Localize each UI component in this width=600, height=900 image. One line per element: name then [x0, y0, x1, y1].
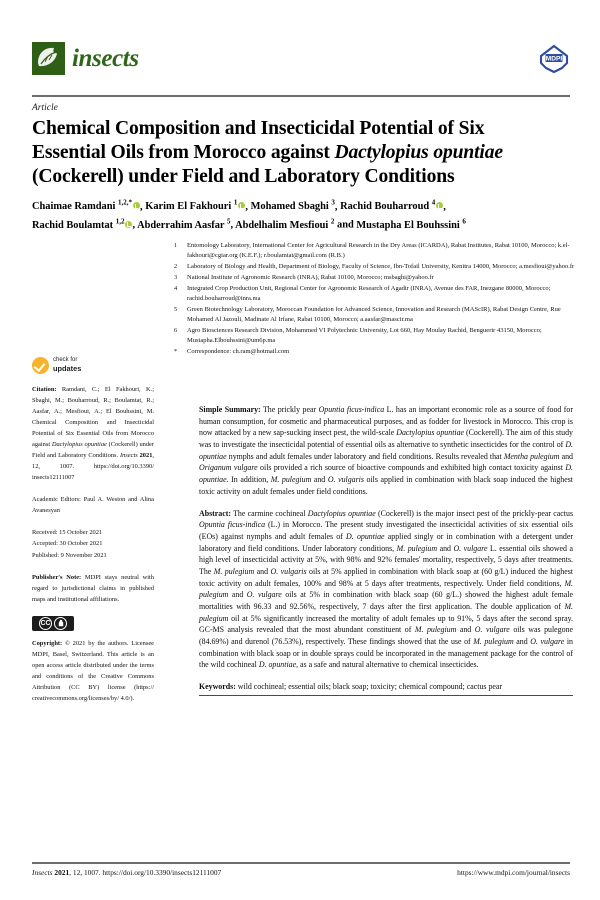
publisher-note-block	[32, 572, 154, 605]
paper-sheet	[14, 0, 586, 900]
ab-i1: Dactylopius opuntiae	[307, 508, 376, 518]
affiliation-item	[174, 273, 584, 283]
crossmark-label	[53, 357, 81, 373]
check-circle-icon	[32, 357, 49, 374]
ss-i8: O. vulgaris	[327, 475, 364, 485]
author-list: Chaimae Ramdani $^{1,2,*}$ , Karim El Fakhouri $^1$ , Mohamed Sbaghi $^3$, Rachid Bouharroud $^4$ , Rachid Boulamtat $^{1,2}$ , Abderrahim Aasfar $^5$, Abdelhalim Mesfioui $^2$ and Mustapha El Bouhssini $^6$	[32, 199, 466, 231]
ab-t3: (L.) in Morocco. The present study investigated the insecticidal activities of six essential oils (EOs) against nymphs and adult females of	[199, 520, 573, 541]
journal-logo[interactable]	[32, 42, 139, 75]
affiliation-number: 3	[174, 274, 178, 281]
author-rachid-boulamtat[interactable]: Rachid Boulamtat $^{1,2}$	[32, 220, 132, 231]
crossmark-badge[interactable]	[32, 357, 154, 374]
abstract-column	[199, 404, 573, 696]
header-divider	[32, 95, 570, 97]
ab-t7: and	[254, 566, 271, 576]
author-karim-el-fakhouri[interactable]: Karim El Fakhouri $^1$	[145, 201, 245, 212]
citation-text-2: (Cockerell) under Field and Laboratory Conditions.	[32, 441, 154, 460]
abstract-label: Abstract:	[199, 508, 231, 518]
ab-t8: oils at 5% applied in combination with black soap at (60 g/L) induced the highest toxic activity on adult females, 100% and 98% at 5 days after treatments, respectively. Under field conditions,	[199, 566, 573, 588]
ab-i2: Opuntia ficus-indica	[199, 520, 266, 530]
affiliation-item	[174, 262, 584, 272]
ab-i14: O. vulgare	[530, 637, 565, 647]
ss-t3: (Cockerell). The aim of this study was to investigate the insecticidal potential of essential oils as alternative to synthetic insecticides for the control of	[199, 428, 573, 450]
author-affil-sup: 2	[330, 217, 335, 226]
ab-t13: oils was pulegone (84.69%) and durenol (76.53%), respectively. These findings showed that the use of	[199, 625, 574, 647]
correspondence-item	[174, 347, 584, 357]
orcid-icon[interactable]	[133, 202, 140, 209]
correspondence-text: Correspondence: ch.ram@hotmail.com	[187, 347, 290, 355]
ab-t16: , as a safe and natural alternative to chemical insecticides.	[296, 660, 479, 670]
ss-i3: D. opuntiae	[199, 440, 573, 461]
author-affil-sup: 1	[233, 199, 238, 207]
affiliation-number: 4	[174, 285, 178, 293]
affiliation-text: Integrated Crop Production Unit, Regional Center for Agronomic Research of Agadir (INRA), Avenue des FAR, Inezgane 80000, Morocco; rachid.bouharroud@inra.ma	[187, 285, 551, 302]
citation-journal: Insects	[119, 452, 138, 460]
affiliation-text: Green Biotechnology Laboratory, Moroccan Foundation for Advanced Science, Innovation and Research (MAScIR), Rabat Design Centre, Rue Mohamed Al Jazouli, Madinate Al Irfane, Rabat 10100, Morocco; a.aasfar@mascir.ma	[187, 306, 561, 323]
affiliation-number: 2	[174, 262, 178, 270]
ab-i9: O. vulgare	[246, 590, 282, 600]
affiliation-number: 6	[174, 326, 178, 334]
ab-t14: and	[513, 637, 531, 647]
insect-leaf-logo-icon	[32, 42, 65, 75]
cc-by-person-icon	[54, 617, 67, 630]
published-date: Published: 9 November 2021	[32, 551, 107, 559]
ab-i7: O. vulgaris	[270, 566, 307, 576]
title-species-name: Dactylopius opuntiae	[334, 141, 503, 163]
copyright-label: Copyright:	[32, 639, 63, 647]
affiliation-text: National Institute of Agronomic Research (INRA), Rabat 10100, Morocco; msbaghi@yahoo.fr	[187, 274, 434, 281]
affiliation-number: 5	[174, 306, 178, 313]
ss-t9: oils applied in combination with black soap induced the highest toxic activity on adult females under field conditions.	[199, 475, 573, 496]
affiliation-item	[174, 284, 584, 304]
academic-editors-names: Paul A. Weston and Alina Avanesyan	[32, 496, 154, 515]
ss-t1: The prickly pear	[260, 405, 319, 414]
keywords-paragraph	[199, 681, 573, 693]
footer-doi: , 12, 1007. https://doi.org/10.3390/insects12111007	[69, 868, 222, 877]
article-type-label: Article	[32, 103, 58, 113]
mdpi-logo-icon[interactable]	[538, 43, 570, 74]
citation-tail: , 12, 1007. https://doi.org/10.3390/ insects12111007	[32, 452, 154, 482]
ss-i6: D. opuntiae	[199, 463, 573, 485]
ss-t2: L. has an important economic role as a source of food for human consumption, for cosmetic and pharmaceutical purposes, and as fodder for livestock in Morocco. This crop is now attacked by a new sap-sucking insect pest, the wild-scale	[199, 405, 573, 438]
footer-divider	[32, 862, 570, 864]
creative-commons-badge-icon[interactable]	[32, 616, 74, 631]
orcid-icon[interactable]	[125, 221, 132, 228]
ss-t6: oils provided a rich source of bioactive compounds and exhibited high contact toxicity against	[257, 463, 566, 473]
ab-t1: The carmine cochineal	[231, 508, 308, 518]
copyright-text: © 2021 by the authors. Licensee MDPI, Basel, Switzerland. This article is an open access article distributed under the terms and conditions of the Creative Commons Attribution (CC BY) license (https:// creativecommons.org/licenses/by/ 4.0/).	[32, 639, 154, 702]
publisher-note-label: Publisher's Note:	[32, 573, 82, 581]
ab-t9: and	[228, 590, 247, 600]
ab-t4: applied singly or in combination with a detergent under laboratory and field conditions. Under laboratory conditions,	[199, 531, 573, 553]
citation-block	[32, 384, 154, 483]
ss-i1: Opuntia ficus-indica	[318, 405, 385, 414]
ab-t15: in combination with black soap or in double sprays could be incorporated in the management package for the control of the wild cochineal	[199, 637, 573, 670]
ab-i3: D. opuntiae	[346, 531, 385, 541]
citation-label: Citation:	[32, 386, 57, 393]
title-line-2-prefix: Essential Oils from Morocco against	[32, 141, 335, 163]
copyright-block	[32, 638, 154, 704]
crossmark-line-1: check for	[53, 357, 78, 364]
ss-t5: and	[559, 451, 573, 461]
author-chaimae-ramdani[interactable]: Chaimae Ramdani $^{1,2,*}$	[32, 201, 140, 212]
publisher-note-text: MDPI stays neutral with regard to jurisdictional claims in published maps and institutional affiliations.	[32, 573, 154, 603]
ss-i5: Origanum vulgare	[199, 463, 258, 473]
author-affil-sup: 4	[431, 199, 436, 207]
ab-i4: M. pulegium	[396, 543, 438, 553]
ab-i10: M. pulegium	[199, 602, 573, 623]
crossmark-line-2: updates	[53, 363, 82, 373]
page-title	[32, 117, 562, 189]
affiliation-text: Laboratory of Biology and Health, Department of Biology, Faculty of Science, Ibn-Tofail University, Kenitra 14000, Morocco; a.mesfioui@yahoo.fr	[187, 262, 575, 270]
ab-i12: O. vulgare	[474, 625, 510, 635]
simple-summary-paragraph	[199, 404, 573, 498]
ss-i7: M. pulegium	[270, 475, 312, 485]
title-line-3: (Cockerell) under Field and Laboratory Conditions	[32, 165, 455, 187]
svg-text:MDPI: MDPI	[545, 55, 563, 63]
received-date: Received: 15 October 2021	[32, 529, 103, 537]
author-affil-sup: 3	[331, 199, 335, 207]
correspondence-marker: *	[174, 347, 178, 355]
ab-i13: M. pulegium	[473, 637, 514, 647]
ab-t10: oils at 5% in combination with black soap (60 g/L.) showed the highest adult female mortalities with 96.33 and 92.56%, respectively, 7 days after the first application. The double application of	[199, 590, 573, 611]
ab-i6: M. pulegium	[213, 566, 255, 576]
author-affil-sup: 5	[226, 217, 231, 226]
author-mustapha-el-bouhssini[interactable]: Mustapha El Bouhssini $^6$	[356, 217, 466, 231]
author-affil-sup: 6	[462, 217, 466, 226]
citation-year: 2021	[139, 452, 153, 460]
ab-t12: and	[456, 625, 475, 635]
affiliation-item	[174, 241, 584, 261]
academic-editors-label: Academic Editors:	[32, 496, 81, 504]
ss-i4: Mentha pulegium	[503, 451, 560, 461]
metadata-sidebar	[32, 357, 154, 715]
author-abdelhalim-mesfioui[interactable]: Abdelhalim Mesfioui $^2$	[235, 217, 335, 231]
title-line-1: Chemical Composition and Insecticidal Potential of Six	[32, 118, 485, 139]
ss-t7: . In addition,	[226, 475, 271, 485]
orcid-icon[interactable]	[436, 202, 443, 209]
affiliation-number: 1	[174, 242, 178, 249]
affiliation-item	[174, 305, 584, 325]
author-mohamed-sbaghi[interactable]: Mohamed Sbaghi $^3$	[250, 199, 335, 213]
page-footer	[32, 868, 570, 877]
ab-i8: M. pulegium	[199, 578, 573, 600]
ab-t5: and	[437, 543, 454, 553]
ab-i5: O. vulgare	[453, 543, 488, 553]
ab-t11: oil at 5% significantly increased the mortality of adult females up to 91%, 5 days after the second spray. GC-MS analysis revealed that the most abundant constituent of	[199, 613, 573, 635]
affiliations-list	[174, 241, 584, 358]
keywords-label: Keywords:	[199, 682, 236, 692]
abstract-paragraph	[199, 508, 573, 672]
simple-summary-label: Simple Summary:	[199, 405, 261, 414]
citation-species: Dactylopius opuntiae	[51, 441, 107, 449]
ab-t2: (Cockerell) is the major insect pest of the prickly-pear cactus	[375, 508, 574, 518]
footer-year: 2021	[54, 868, 70, 877]
keywords-divider	[199, 695, 573, 696]
ss-t8: and	[311, 475, 328, 485]
author-rachid-bouharroud[interactable]: Rachid Bouharroud $^4$	[340, 201, 443, 212]
ab-i11: M. pulegium	[414, 625, 457, 635]
footer-journal: Insects	[32, 868, 53, 877]
author-affil-sup: 1,2,*	[118, 199, 133, 207]
journal-header	[32, 42, 570, 88]
ss-i2: Dactylopius opuntiae	[396, 428, 465, 438]
ss-t4: nymphs and adult females under laboratory and field conditions. Results revealed that	[226, 451, 504, 461]
cc-logo-icon: CC	[39, 617, 52, 630]
keywords-text: wild cochineal; essential oils; black soap; toxicity; chemical compound; cactus pear	[235, 682, 503, 692]
orcid-icon[interactable]	[238, 202, 245, 209]
accepted-date: Accepted: 30 October 2021	[32, 540, 103, 548]
author-affil-sup: 1,2	[115, 217, 125, 226]
publication-dates-block	[32, 527, 154, 561]
affiliation-text: Entomology Laboratory, International Center for Agricultural Research in the Dry Areas (ICARDA), Rabat Institutes, Rabat 10100, Morocco; k.el-fakhouri@cgiar.org (K.E.F.); r.boulamtat@gmail.com (R.B.)	[187, 242, 570, 259]
affiliation-item	[174, 326, 584, 346]
ab-t6: L. essential oils showed a high level of insecticidal activity at 5%, with 98% and 92% females' mortality, respectively, 5 days after treatments. The	[199, 543, 573, 576]
citation-text: Ramdani, C.; El Fakhouri, K.; Sbaghi, M.; Bouharroud, R.; Boulamtat, R.; Aasfar, A.; Mesfioui, A.; El Bouhssini, M. Chemical Composition and Insecticidal Potential of Six Essential Oils from Morocco against	[32, 386, 154, 449]
footer-citation	[32, 868, 221, 877]
academic-editors-block	[32, 494, 154, 516]
ab-i15: D. opuntiae	[258, 660, 297, 670]
author-abderrahim-aasfar[interactable]: Abderrahim Aasfar $^5$	[137, 217, 231, 231]
journal-name: insects	[72, 45, 139, 72]
affiliation-text: Agro Biosciences Research Division, Mohammed VI Polytechnic University, Lot 660, Hay Moulay Rachid, Benguerir 43150, Morocco; Mustapha.Elbouhssini@um6p.ma	[187, 326, 542, 344]
footer-journal-url[interactable]: https://www.mdpi.com/journal/insects	[457, 868, 570, 877]
